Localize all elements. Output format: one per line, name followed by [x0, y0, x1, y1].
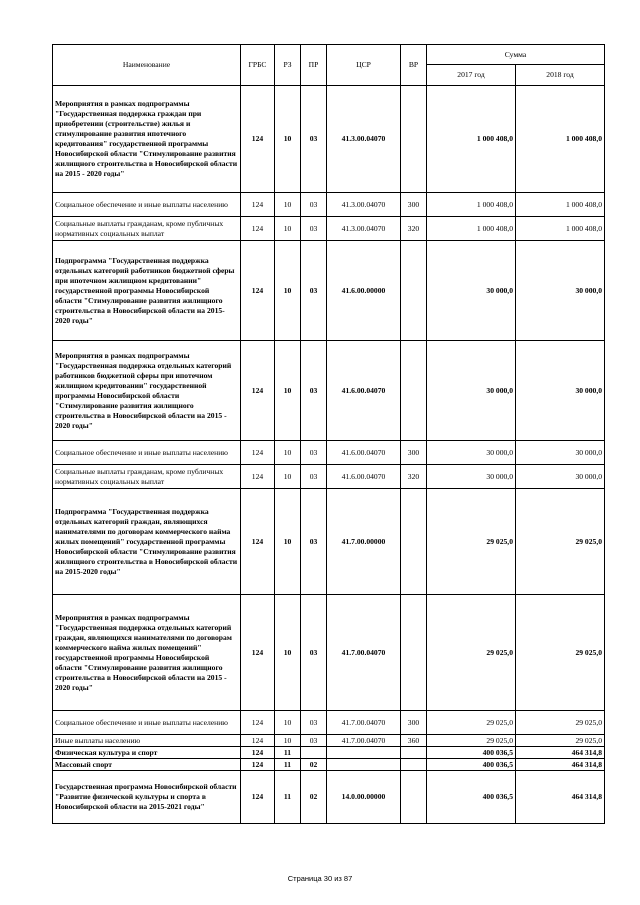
table-row [53, 595, 605, 711]
row-csr: 14.0.00.00000 [327, 771, 401, 824]
row-pr: 03 [301, 86, 327, 193]
row-rz: 10 [275, 341, 301, 441]
page-number: Страница 30 из 87 [287, 874, 353, 883]
row-name: Массовый спорт [53, 759, 241, 771]
row-sum-2017: 1 000 408,0 [427, 217, 516, 241]
row-sum-2018: 464 314,8 [516, 759, 605, 771]
row-vr: 300 [401, 711, 427, 735]
row-rz: 10 [275, 441, 301, 465]
row-csr: 41.3.00.04070 [327, 217, 401, 241]
table-row [53, 241, 605, 341]
row-name: Социальное обеспечение и иные выплаты населению [53, 193, 241, 217]
row-pr: 03 [301, 341, 327, 441]
row-grbs: 124 [241, 465, 275, 489]
row-csr: 41.6.00.04070 [327, 441, 401, 465]
row-rz: 10 [275, 735, 301, 747]
row-csr: 41.6.00.00000 [327, 241, 401, 341]
row-sum-2018: 30 000,0 [516, 241, 605, 341]
row-sum-2017: 30 000,0 [427, 465, 516, 489]
row-pr: 03 [301, 441, 327, 465]
row-name: Подпрограмма "Государственная поддержка отдельных категорий работников бюджетной сферы при ипотечном жилищном кредитовании" государственной программы Новосибирской области "Стимулирование развития жилищного строительства в Новосибирской области на 2015-2020 годы" [53, 241, 241, 341]
row-name: Социальные выплаты гражданам, кроме публичных нормативных социальных выплат [53, 217, 241, 241]
row-name: Мероприятия в рамках подпрограммы "Государственная поддержка отдельных категорий работников бюджетной сферы при ипотечном жилищном кредитовании" государственной программы Новосибирской области "Стимулирование развития жилищного строительства в Новосибирской области на 2015 - 2020 годы" [53, 341, 241, 441]
header-vr: ВР [401, 45, 427, 86]
header-2018: 2018 год [516, 65, 605, 86]
row-vr [401, 341, 427, 441]
row-vr: 300 [401, 193, 427, 217]
row-vr [401, 489, 427, 595]
table-row [53, 747, 605, 759]
row-name: Социальное обеспечение и иные выплаты населению [53, 711, 241, 735]
row-csr: 41.3.00.04070 [327, 193, 401, 217]
row-name: Социальное обеспечение и иные выплаты населению [53, 441, 241, 465]
row-grbs: 124 [241, 747, 275, 759]
table-row [53, 771, 605, 824]
row-vr [401, 771, 427, 824]
row-sum-2018: 29 025,0 [516, 735, 605, 747]
row-name: Социальные выплаты гражданам, кроме публичных нормативных социальных выплат [53, 465, 241, 489]
row-pr: 03 [301, 711, 327, 735]
table-row [53, 735, 605, 747]
row-sum-2018: 30 000,0 [516, 465, 605, 489]
row-sum-2017: 30 000,0 [427, 441, 516, 465]
row-csr: 41.6.00.04070 [327, 341, 401, 441]
row-csr: 41.7.00.00000 [327, 489, 401, 595]
row-sum-2017: 1 000 408,0 [427, 193, 516, 217]
row-csr: 41.7.00.04070 [327, 595, 401, 711]
row-pr: 03 [301, 193, 327, 217]
row-vr: 300 [401, 441, 427, 465]
row-vr [401, 595, 427, 711]
row-sum-2018: 30 000,0 [516, 441, 605, 465]
row-csr: 41.6.00.04070 [327, 465, 401, 489]
row-rz: 10 [275, 217, 301, 241]
row-vr [401, 759, 427, 771]
row-sum-2018: 29 025,0 [516, 711, 605, 735]
row-pr: 03 [301, 241, 327, 341]
row-grbs: 124 [241, 217, 275, 241]
row-sum-2017: 29 025,0 [427, 735, 516, 747]
row-rz: 10 [275, 86, 301, 193]
row-sum-2017: 400 036,5 [427, 771, 516, 824]
row-sum-2018: 29 025,0 [516, 595, 605, 711]
row-sum-2018: 30 000,0 [516, 341, 605, 441]
row-sum-2017: 1 000 408,0 [427, 86, 516, 193]
row-sum-2017: 400 036,5 [427, 747, 516, 759]
row-csr: 41.7.00.04070 [327, 735, 401, 747]
row-grbs: 124 [241, 341, 275, 441]
header-sum: Сумма [427, 45, 605, 65]
row-grbs: 124 [241, 241, 275, 341]
row-sum-2018: 464 314,8 [516, 771, 605, 824]
row-sum-2018: 1 000 408,0 [516, 217, 605, 241]
table-row [53, 217, 605, 241]
row-name: Подпрограмма "Государственная поддержка отдельных категорий граждан, являющихся нанимателями по договорам коммерческого найма жилых помещений" государственной программы Новосибирской области "Стимулирование развития жилищного строительства в Новосибирской области на 2015-2020 годы" [53, 489, 241, 595]
row-name: Мероприятия в рамках подпрограммы "Государственная поддержка граждан при приобретении (строительстве) жилья и стимулирование развития ипотечного кредитования" государственной программы Новосибирской области "Стимулирование развития жилищного строительства в Новосибирской области на 2015 - 2020 годы" [53, 86, 241, 193]
row-vr [401, 86, 427, 193]
table-row [53, 193, 605, 217]
row-pr: 02 [301, 759, 327, 771]
table-row [53, 86, 605, 193]
table-row [53, 341, 605, 441]
row-sum-2018: 1 000 408,0 [516, 193, 605, 217]
row-rz: 10 [275, 711, 301, 735]
row-rz: 10 [275, 465, 301, 489]
row-sum-2018: 29 025,0 [516, 489, 605, 595]
header-grbs: ГРБС [241, 45, 275, 86]
table-row [53, 759, 605, 771]
header-rz: РЗ [275, 45, 301, 86]
row-vr [401, 241, 427, 341]
row-grbs: 124 [241, 86, 275, 193]
row-rz: 11 [275, 771, 301, 824]
row-grbs: 124 [241, 771, 275, 824]
row-sum-2017: 29 025,0 [427, 595, 516, 711]
row-vr: 360 [401, 735, 427, 747]
row-rz: 11 [275, 759, 301, 771]
row-pr: 02 [301, 771, 327, 824]
row-name: Физическая культура и спорт [53, 747, 241, 759]
row-sum-2018: 1 000 408,0 [516, 86, 605, 193]
budget-table [52, 44, 605, 824]
header-pr: ПР [301, 45, 327, 86]
row-rz: 10 [275, 595, 301, 711]
row-sum-2017: 30 000,0 [427, 341, 516, 441]
row-vr: 320 [401, 217, 427, 241]
row-pr [301, 747, 327, 759]
row-sum-2017: 29 025,0 [427, 711, 516, 735]
row-grbs: 124 [241, 489, 275, 595]
row-pr: 03 [301, 735, 327, 747]
row-rz: 10 [275, 241, 301, 341]
row-pr: 03 [301, 465, 327, 489]
row-name: Мероприятия в рамках подпрограммы "Государственная поддержка отдельных категорий граждан, являющихся нанимателями по договорам коммерческого найма жилых помещений" государственной программы Новосибирской области "Стимулирование развития жилищного строительства в Новосибирской области на 2015 - 2020 годы" [53, 595, 241, 711]
row-rz: 11 [275, 747, 301, 759]
row-grbs: 124 [241, 735, 275, 747]
table-row [53, 489, 605, 595]
row-pr: 03 [301, 595, 327, 711]
header-2017: 2017 год [427, 65, 516, 86]
row-rz: 10 [275, 489, 301, 595]
header-csr: ЦСР [327, 45, 401, 86]
row-sum-2017: 29 025,0 [427, 489, 516, 595]
row-csr [327, 759, 401, 771]
row-name: Государственная программа Новосибирской области "Развитие физической культуры и спорта в Новосибирской области на 2015-2021 годы" [53, 771, 241, 824]
row-sum-2017: 400 036,5 [427, 759, 516, 771]
row-grbs: 124 [241, 193, 275, 217]
row-grbs: 124 [241, 711, 275, 735]
row-vr [401, 747, 427, 759]
row-vr: 320 [401, 465, 427, 489]
row-grbs: 124 [241, 441, 275, 465]
row-grbs: 124 [241, 595, 275, 711]
row-rz: 10 [275, 193, 301, 217]
table-row [53, 465, 605, 489]
row-pr: 03 [301, 217, 327, 241]
row-csr: 41.7.00.04070 [327, 711, 401, 735]
header-name: Наименование [53, 45, 241, 86]
table-row [53, 711, 605, 735]
row-csr [327, 747, 401, 759]
row-sum-2018: 464 314,8 [516, 747, 605, 759]
row-csr: 41.3.00.04070 [327, 86, 401, 193]
table-row [53, 441, 605, 465]
row-sum-2017: 30 000,0 [427, 241, 516, 341]
row-name: Иные выплаты населению [53, 735, 241, 747]
row-grbs: 124 [241, 759, 275, 771]
row-pr: 03 [301, 489, 327, 595]
